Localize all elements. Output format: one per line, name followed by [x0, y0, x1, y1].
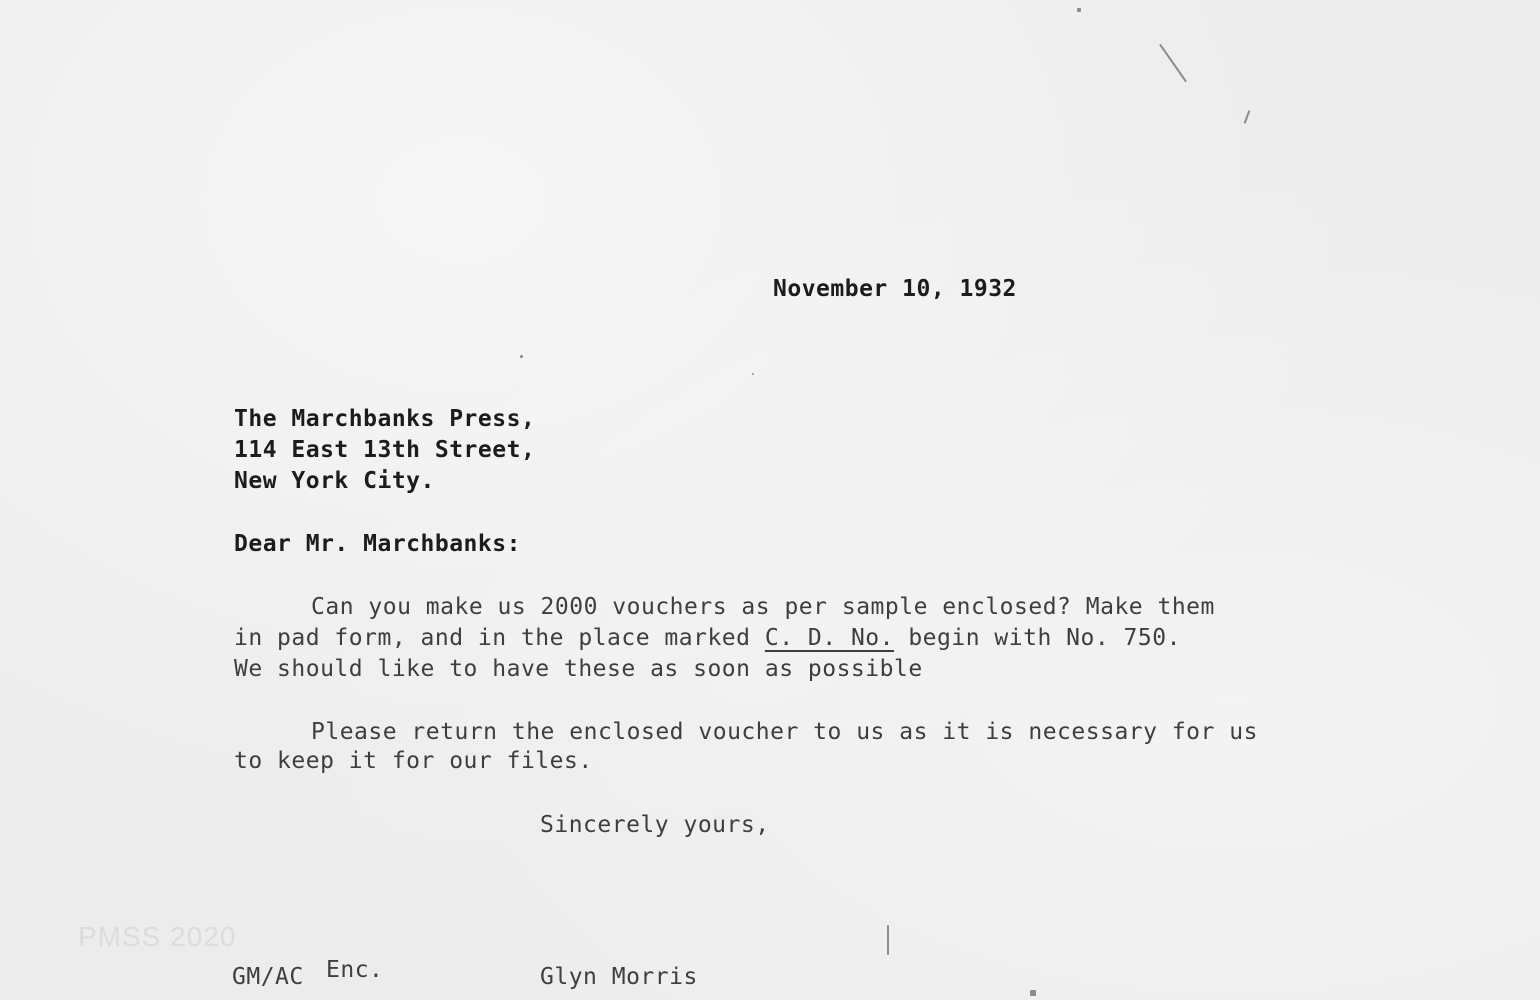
watermark: PMSS 2020	[78, 921, 237, 952]
address-line-3: New York City.	[234, 468, 435, 494]
paragraph-1-line-2-end: begin with No. 750.	[893, 625, 1181, 651]
address-line-2: 114 East 13th Street,	[234, 437, 536, 463]
paragraph-1-line-3: We should like to have these as soon as possible	[234, 656, 923, 682]
address-line-1: The Marchbanks Press,	[234, 406, 536, 432]
paragraph-1-line-2	[234, 623, 1181, 653]
paper-fleck	[752, 373, 754, 375]
closing: Sincerely yours,	[540, 812, 770, 838]
paragraph-2-line-2: to keep it for our files.	[234, 748, 593, 774]
enclosure-notation: Enc.	[326, 957, 384, 983]
letter-date: November 10, 1932	[773, 276, 1017, 302]
salutation: Dear Mr. Marchbanks:	[234, 531, 521, 557]
paragraph-1-line-2-start: in pad form, and in the place marked	[234, 625, 765, 651]
paper-fleck	[1030, 990, 1036, 996]
paper-fleck	[1159, 44, 1187, 83]
paper-fleck	[1244, 110, 1251, 124]
paragraph-1-line-1: Can you make us 2000 vouchers as per sample enclosed? Make them	[311, 594, 1215, 620]
initials: GM/AC	[232, 964, 304, 990]
cd-number-marking: C. D. No.	[764, 625, 894, 651]
paper-fleck	[887, 925, 889, 955]
paragraph-2-line-1: Please return the enclosed voucher to us as it is necessary for us	[311, 719, 1258, 745]
paper-fleck	[1077, 8, 1081, 12]
paper-fleck	[520, 355, 523, 358]
signer-name: Glyn Morris	[540, 964, 698, 990]
